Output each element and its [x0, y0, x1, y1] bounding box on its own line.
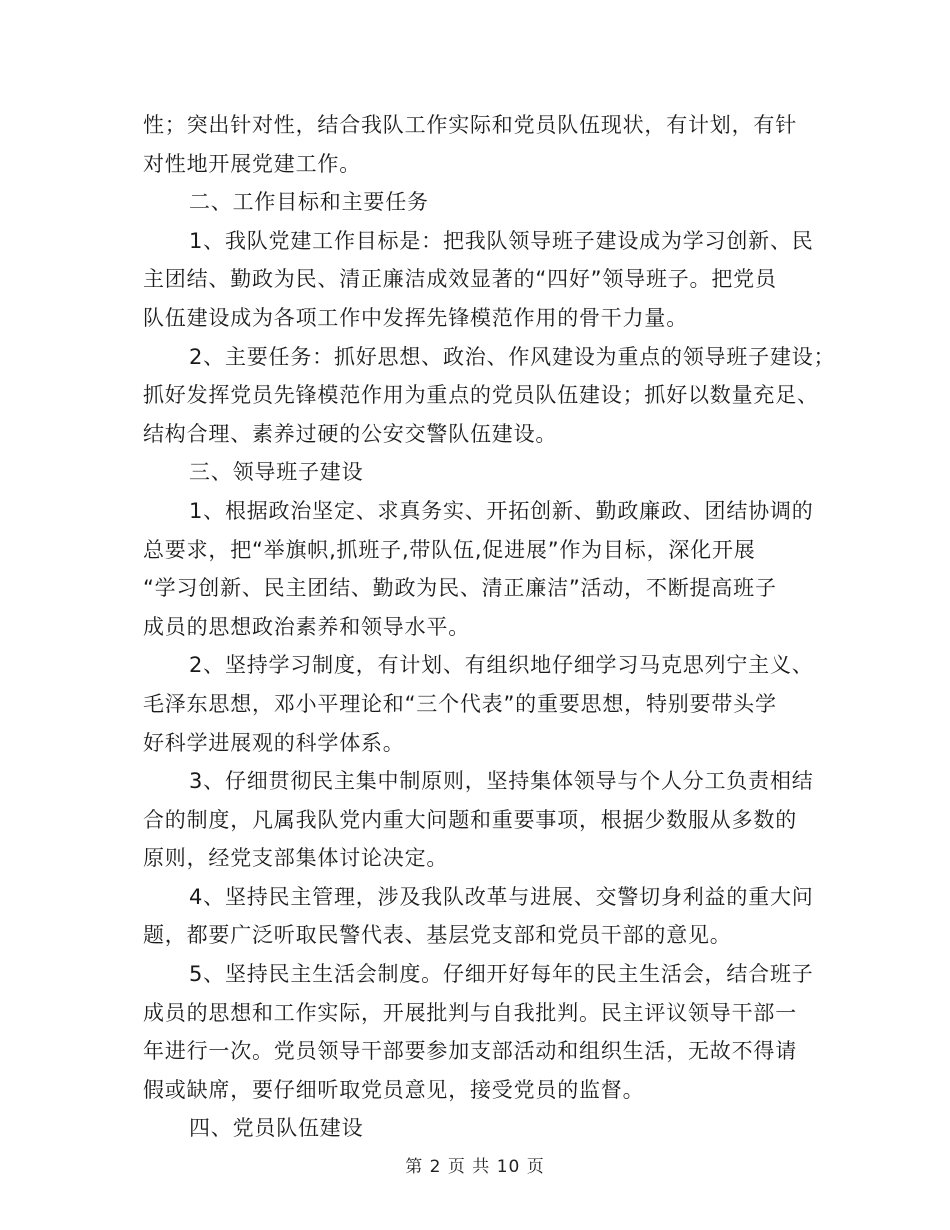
text-line: 2、主要任务：抓好思想、政治、作风建设为重点的领导班子建设； — [189, 344, 836, 369]
text-line: “学习创新、民主团结、勤政为民、清正廉洁”活动，不断提高班子 — [143, 576, 777, 601]
document-body — [143, 106, 836, 1148]
text-line: 5、坚持民主生活会制度。仔细开好每年的民主生活会，结合班子 — [189, 962, 814, 987]
text-line: 1、我队党建工作目标是：把我队领导班子建设成为学习创新、民 — [189, 228, 814, 253]
text-line: 主团结、勤政为民、清正廉洁成效显著的“四好”领导班子。把党员 — [143, 267, 777, 292]
text-line: 1、根据政治坚定、求真务实、开拓创新、勤政廉政、团结协调的 — [189, 498, 814, 523]
text-line: 毛泽东思想，邓小平理论和“三个代表”的重要思想，特别要带头学 — [143, 691, 777, 716]
text-line: 队伍建设成为各项工作中发挥先锋模范作用的骨干力量。 — [143, 305, 688, 330]
text-line: 原则，经党支部集体讨论决定。 — [143, 846, 449, 871]
text-line: 年进行一次。党员领导干部要参加支部活动和组织生活，无故不得请 — [143, 1039, 797, 1064]
text-line: 三、领导班子建设 — [189, 460, 364, 485]
text-line: 四、党员队伍建设 — [189, 1116, 364, 1141]
text-line: 成员的思想政治素养和领导水平。 — [143, 614, 470, 639]
text-line: 4、坚持民主管理，涉及我队改革与进展、交警切身利益的重大问 — [189, 884, 814, 909]
text-line: 结构合理、素养过硬的公安交警队伍建设。 — [143, 421, 558, 446]
text-line: 2、坚持学习制度，有计划、有组织地仔细学习马克思列宁主义、 — [189, 653, 814, 678]
text-line: 成员的思想和工作实际，开展批判与自我批判。民主评议领导干部一 — [143, 1000, 797, 1025]
text-line: 总要求，把“举旗帜,抓班子,带队伍,促进展”作为目标，深化开展 — [143, 537, 756, 562]
page-footer: 第 2 页 共 10 页 — [405, 1157, 545, 1177]
text-line: 性；突出针对性，结合我队工作实际和党员队伍现状，有计划，有针 — [143, 113, 797, 137]
text-line: 题，都要广泛听取民警代表、基层党支部和党员干部的意见。 — [143, 923, 732, 948]
text-line: 3、仔细贯彻民主集中制原则，坚持集体领导与个人分工负责相结 — [189, 769, 814, 794]
text-line: 好科学进展观的科学体系。 — [143, 730, 405, 755]
text-line: 二、工作目标和主要任务 — [189, 190, 429, 215]
text-line: 对性地开展党建工作。 — [143, 151, 361, 176]
text-line: 抓好发挥党员先锋模范作用为重点的党员队伍建设；抓好以数量充足、 — [143, 383, 819, 408]
text-line: 假或缺席，要仔细听取党员意见，接受党员的监督。 — [143, 1077, 645, 1102]
text-line: 合的制度，凡属我队党内重大问题和重要事项，根据少数服从多数的 — [143, 807, 797, 832]
